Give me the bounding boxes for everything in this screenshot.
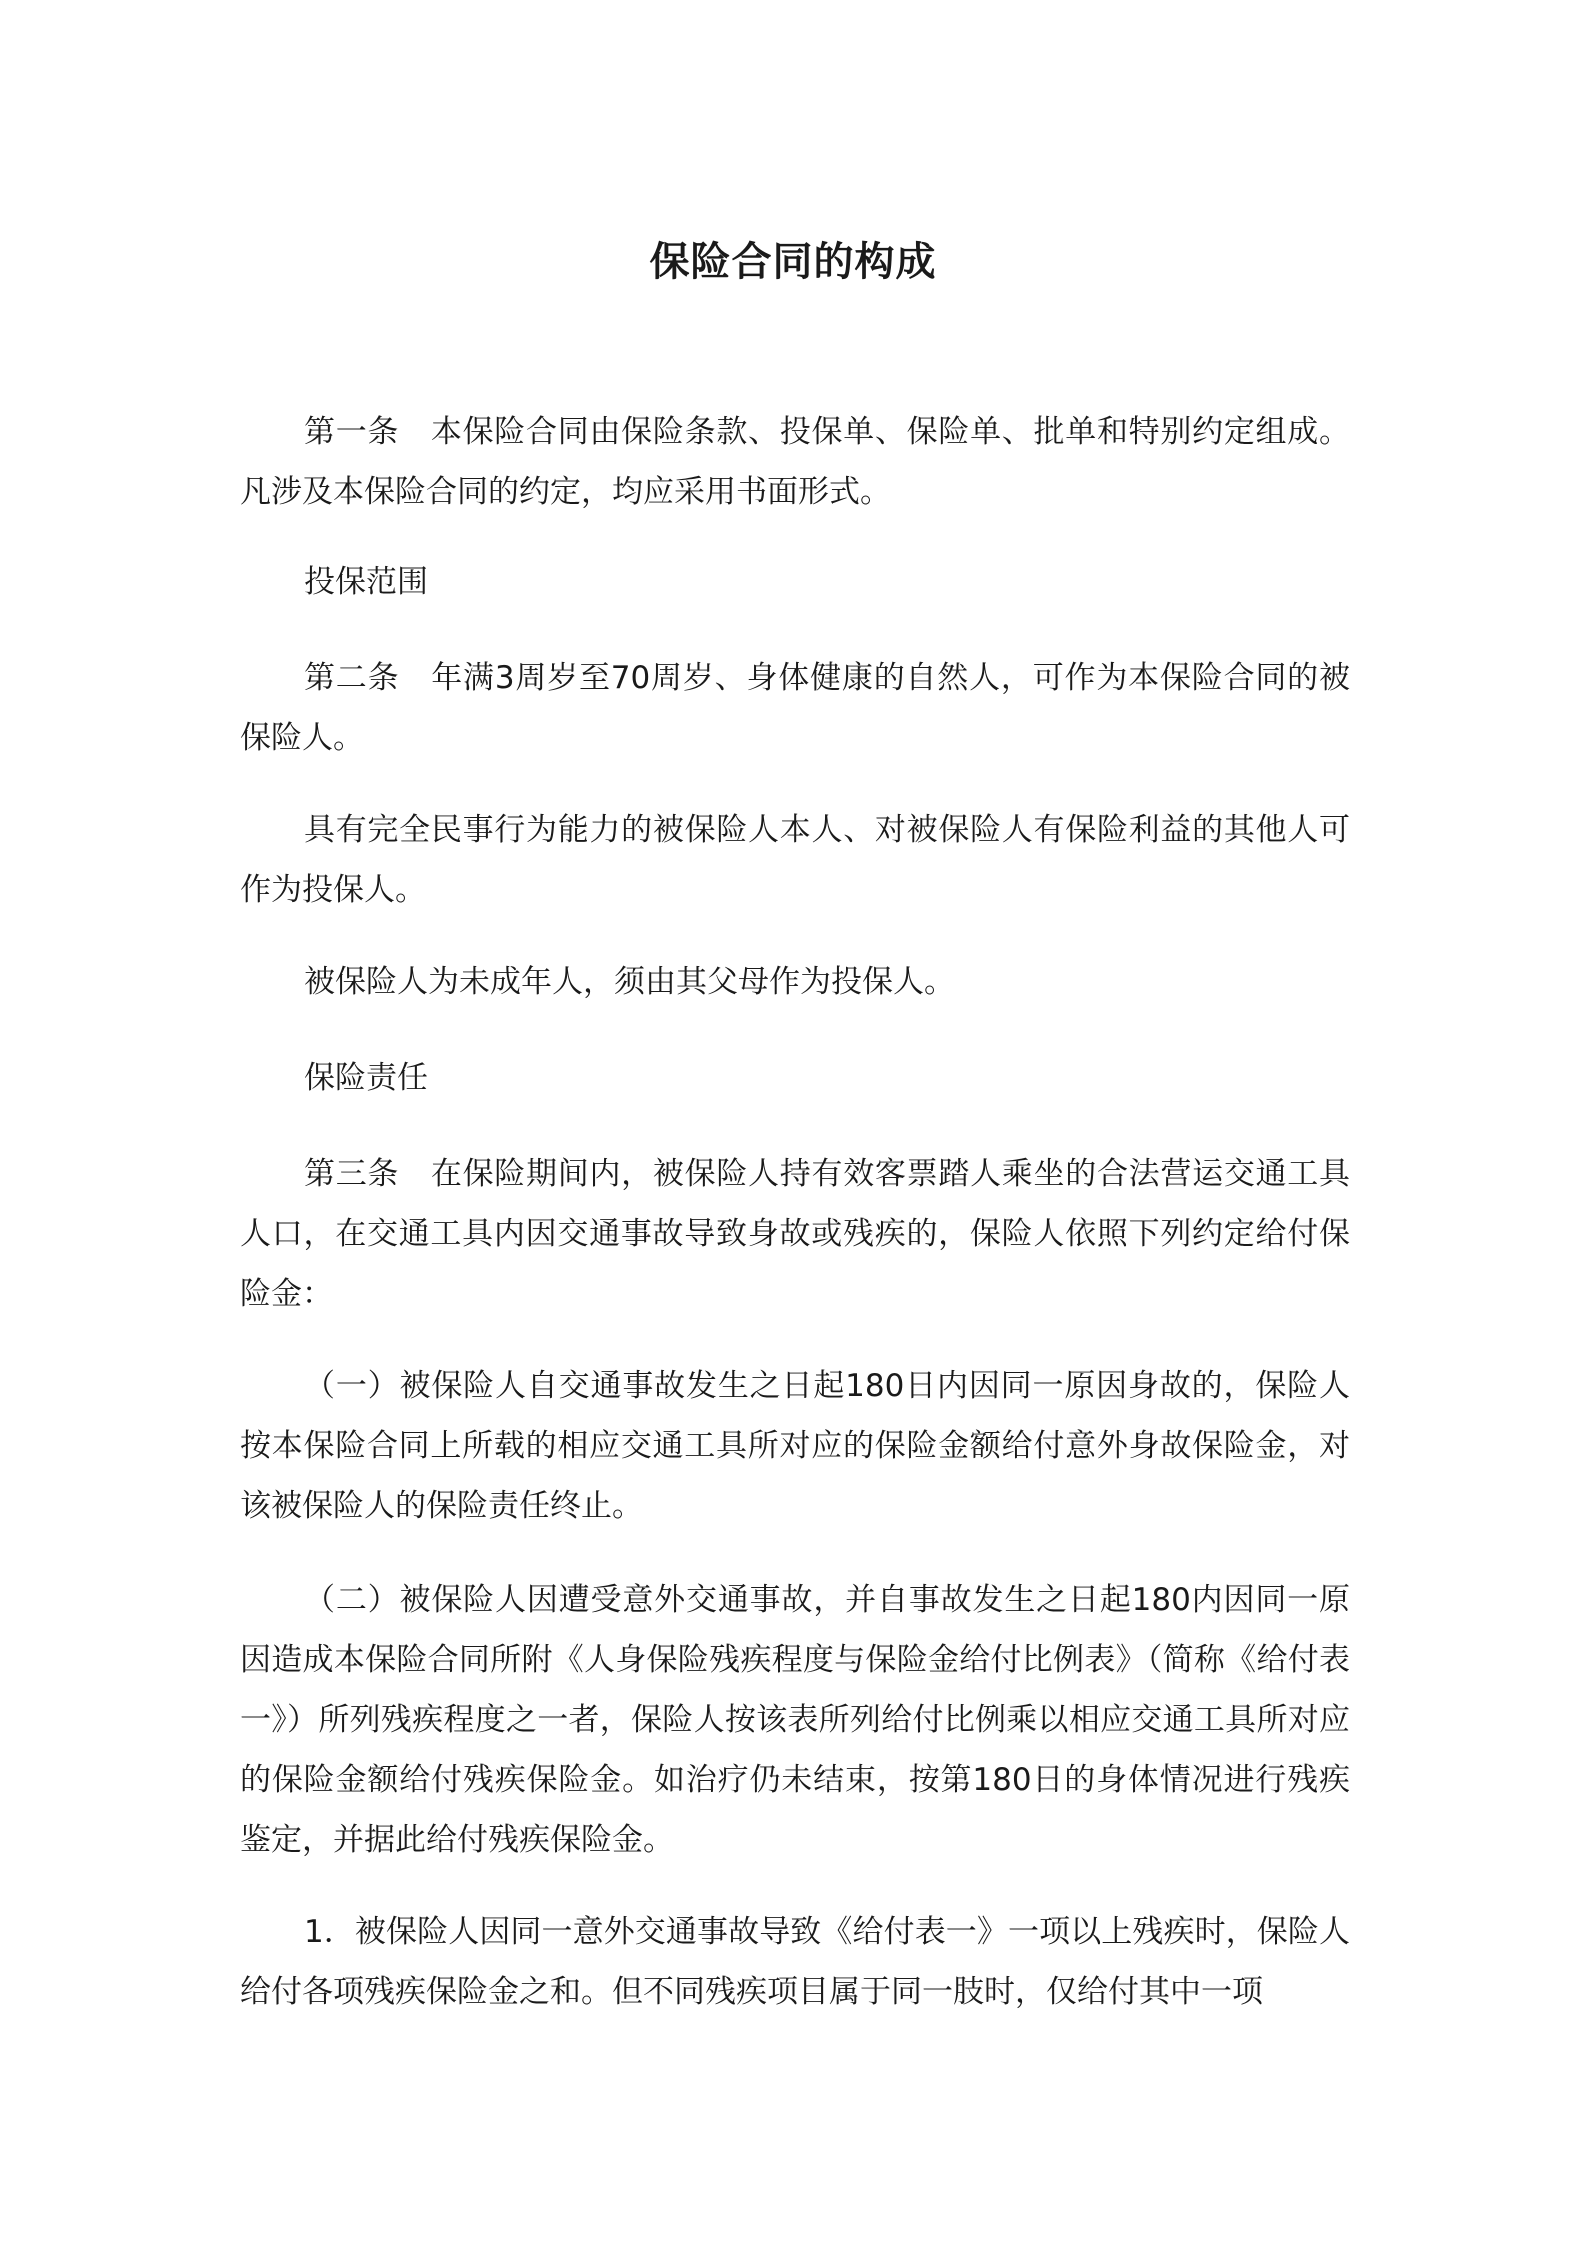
paragraph-minor-insured: 被保险人为未成年人，须由其父母作为投保人。 (304, 964, 955, 1000)
paragraph-clause-1-death: （一）被保险人自交通事故发生之日起180日内因同一原因身故的，保险人按本保险合同上所载的相应交通工具所对应的保险金额给付意外身故保险金，对该被保险人的保险责任终止。 (240, 1368, 1350, 1524)
paragraph-article-2: 第二条 年满3周岁至70周岁、身体健康的自然人，可作为本保险合同的被保险人。 (240, 660, 1350, 756)
section-heading-coverage-scope: 投保范围 (304, 564, 428, 600)
section-heading-insurance-liability: 保险责任 (304, 1060, 428, 1096)
paragraph-item-1-multiple-disabilities: 1．被保险人因同一意外交通事故导致《给付表一》一项以上残疾时，保险人给付各项残疾保险金之和。但不同残疾项目属于同一肢时，仅给付其中一项 (240, 1914, 1350, 2010)
paragraph-policyholder-eligibility: 具有完全民事行为能力的被保险人本人、对被保险人有保险利益的其他人可作为投保人。 (240, 812, 1350, 908)
document-title: 保险合同的构成 (649, 239, 937, 285)
paragraph-article-1: 第一条 本保险合同由保险条款、投保单、保险单、批单和特别约定组成。凡涉及本保险合同的约定，均应采用书面形式。 (240, 414, 1350, 510)
paragraph-article-3: 第三条 在保险期间内，被保险人持有效客票踏人乘坐的合法营运交通工具人口，在交通工具内因交通事故导致身故或残疾的，保险人依照下列约定给付保险金： (240, 1156, 1350, 1312)
paragraph-clause-2-disability: （二）被保险人因遭受意外交通事故，并自事故发生之日起180内因同一原因造成本保险合同所附《人身保险残疾程度与保险金给付比例表》（简称《给付表一》）所列残疾程度之一者，保险人按该表所列给付比例乘以相应交通工具所对应的保险金额给付残疾保险金。如治疗仍未结束，按第180日的身体情况进行残疾鉴定，并据此给付残疾保险金。 (240, 1582, 1350, 1858)
